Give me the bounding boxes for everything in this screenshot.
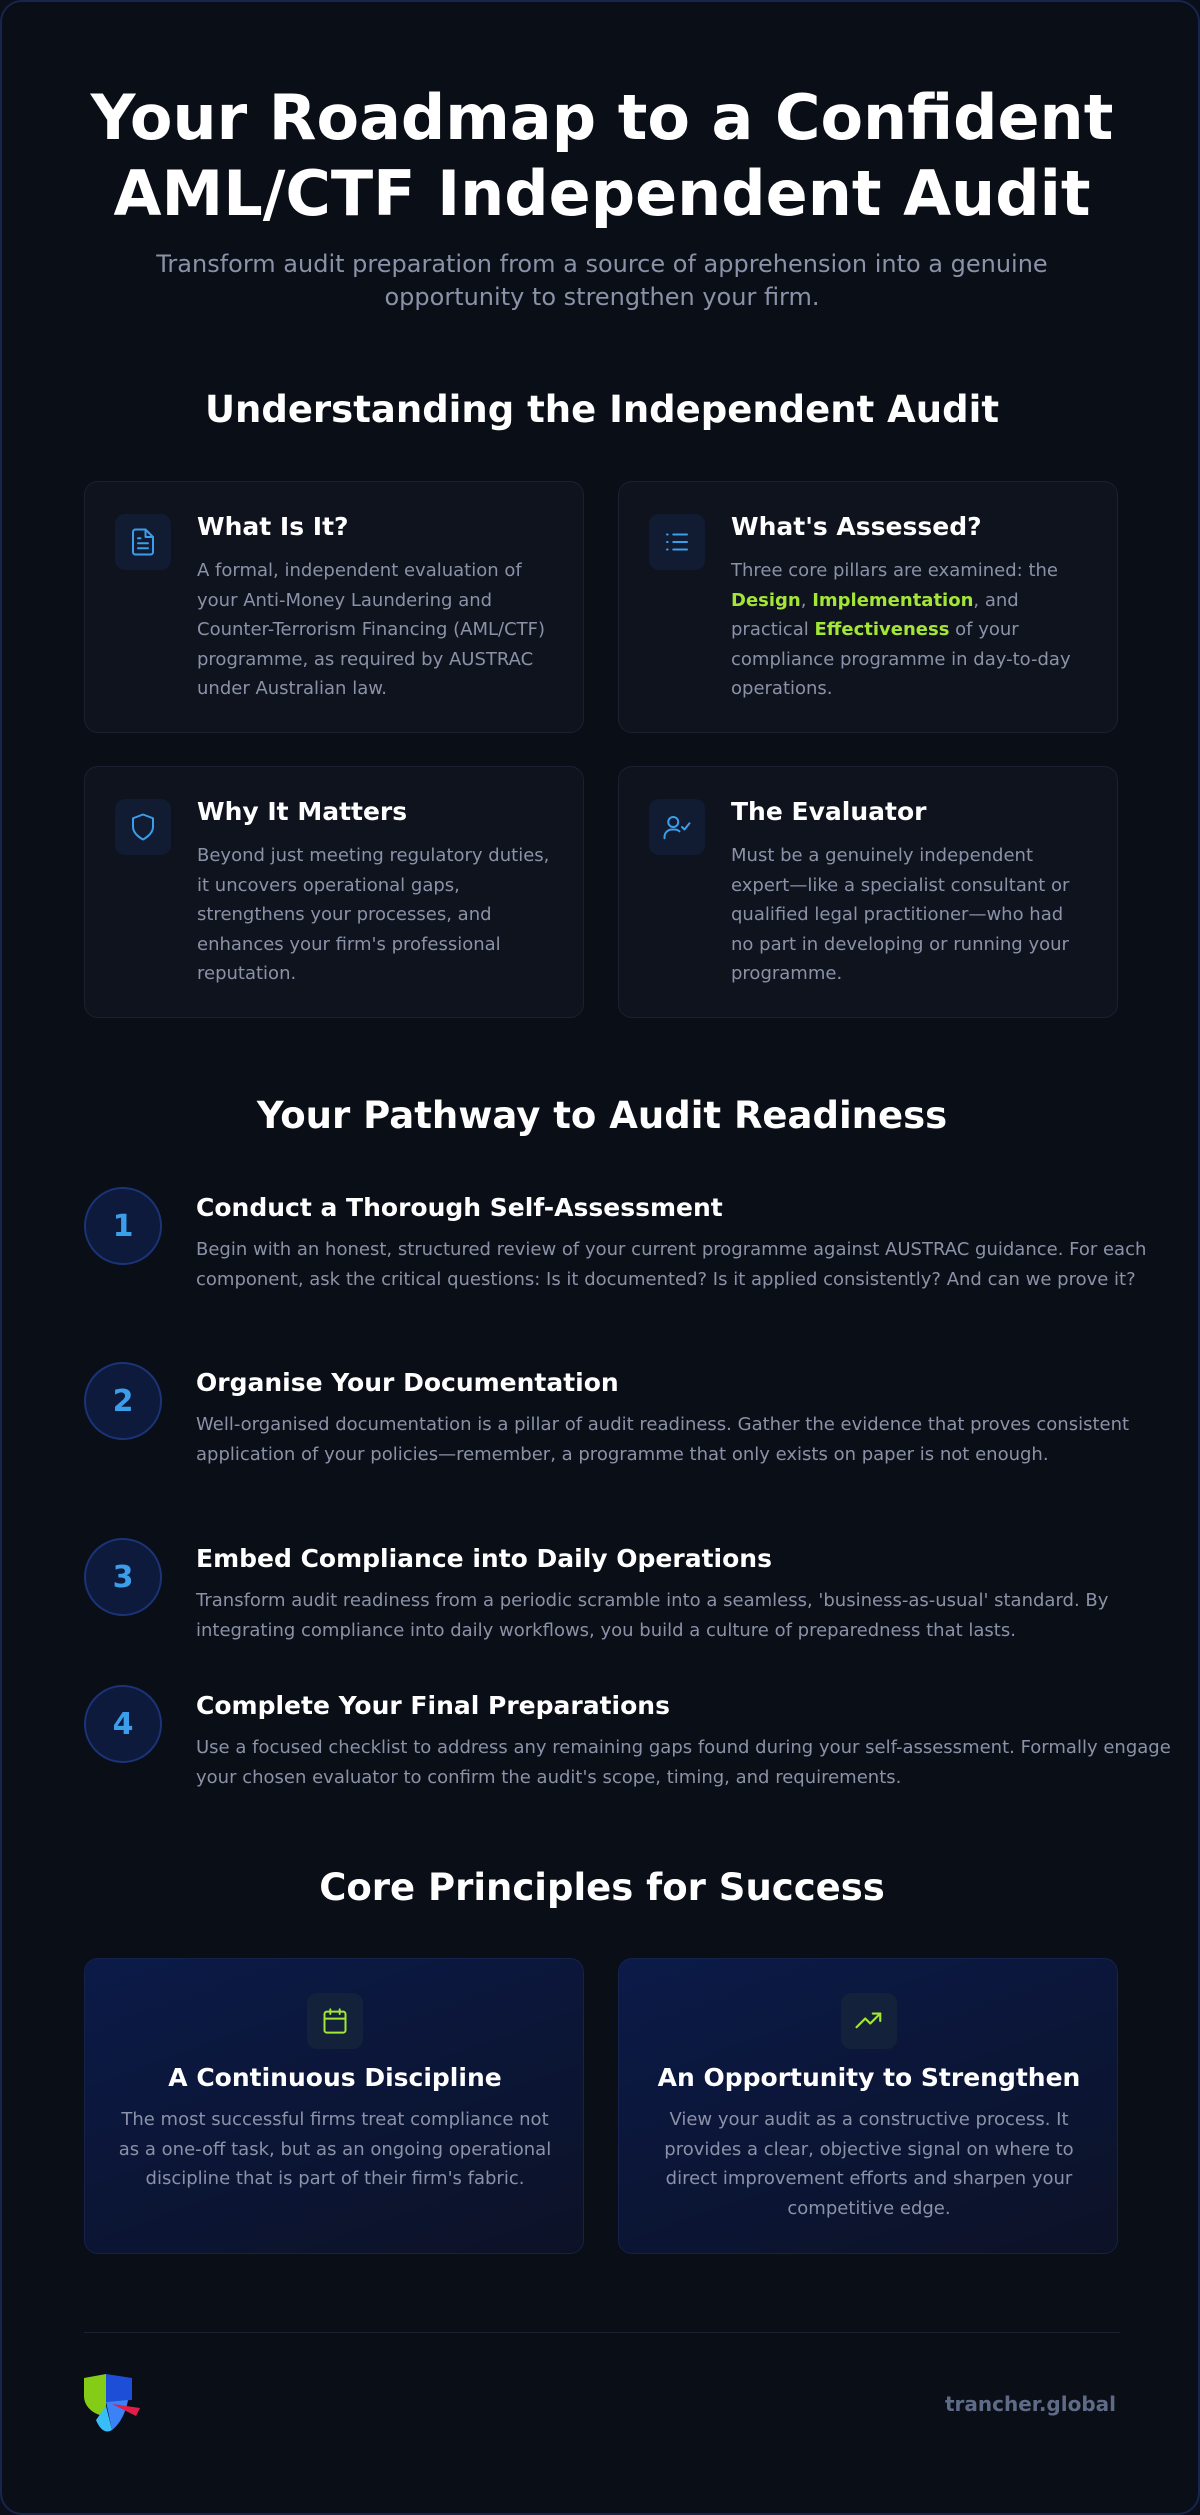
step-title: Organise Your Documentation xyxy=(196,1368,619,1397)
highlight-effectiveness: Effectiveness xyxy=(814,619,950,640)
card-text: Beyond just meeting regulatory duties, it uncovers operational gaps, strengthens your processes, and enhances your firm's professional reputation. xyxy=(197,845,550,984)
card-text: A formal, independent evaluation of your Anti-Money Laundering and Counter-Terrorism Financing (AML/CTF) programme, as required by AUSTRAC under Australian law. xyxy=(197,560,546,699)
step-title: Complete Your Final Preparations xyxy=(196,1691,670,1720)
understanding-heading: Understanding the Independent Audit xyxy=(204,388,1000,431)
document-icon xyxy=(115,514,171,570)
footer-divider xyxy=(84,2332,1120,2333)
trending-up-icon xyxy=(841,1993,897,2049)
card-title: What Is It? xyxy=(197,512,349,541)
card-title: The Evaluator xyxy=(731,797,927,826)
principle-card-continuous-discipline xyxy=(84,1958,584,2254)
principles-heading: Core Principles for Success xyxy=(319,1866,885,1909)
brand-logo[interactable] xyxy=(82,2372,144,2436)
card-whats-assessed xyxy=(618,481,1118,733)
card-why-it-matters xyxy=(84,766,584,1018)
card-text-part: of your compliance programme in day-to-day operations. xyxy=(731,619,1071,699)
calendar-icon xyxy=(307,1993,363,2049)
principle-title: An Opportunity to Strengthen xyxy=(657,2063,1081,2092)
step-title: Conduct a Thorough Self-Assessment xyxy=(196,1193,723,1222)
page-title-line1: Your Roadmap to a Confident xyxy=(90,81,1114,154)
step-title: Embed Compliance into Daily Operations xyxy=(196,1544,772,1573)
footer-brand-link[interactable]: trancher.global xyxy=(944,2392,1116,2416)
step-number-badge: 4 xyxy=(84,1685,162,1763)
step-text: Well-organised documentation is a pillar of audit readiness. Gather the evidence that proves consistent application of your policies—remember, a programme that only exists on paper is not enough. xyxy=(196,1414,1130,1465)
principle-title: A Continuous Discipline xyxy=(168,2063,502,2092)
pathway-heading: Your Pathway to Audit Readiness xyxy=(256,1094,948,1137)
card-title: Why It Matters xyxy=(197,797,408,826)
card-text-separator: , xyxy=(800,589,807,611)
list-icon xyxy=(649,514,705,570)
step-number-badge: 2 xyxy=(84,1362,162,1440)
card-the-evaluator xyxy=(618,766,1118,1018)
card-text-part: , and practical xyxy=(731,589,1019,640)
page-title-line2: AML/CTF Independent Audit xyxy=(113,157,1091,230)
step-number-badge: 1 xyxy=(84,1187,162,1265)
card-title: What's Assessed? xyxy=(731,512,982,541)
principle-card-opportunity xyxy=(618,1958,1118,2254)
user-check-icon xyxy=(649,799,705,855)
highlight-implementation: Implementation xyxy=(812,589,974,611)
card-text: Must be a genuinely independent expert—like a specialist consultant or qualified legal practitioner—who had no part in developing or running your programme. xyxy=(731,845,1070,984)
card-text-part: Three core pillars are examined: the xyxy=(731,560,1058,581)
page-title xyxy=(2,80,1200,232)
step-number-badge: 3 xyxy=(84,1538,162,1616)
highlight-design: Design xyxy=(731,589,801,611)
principle-text: View your audit as a constructive process. It provides a clear, objective signal on where to direct improvement efforts and sharpen your competitive edge. xyxy=(664,2109,1074,2219)
step-text: Use a focused checklist to address any remaining gaps found during your self-assessment. Formally engage your chosen evaluator to confirm the audit's scope, timing, and requirements. xyxy=(196,1737,1171,1788)
card-text xyxy=(731,556,1091,704)
step-text: Transform audit readiness from a periodic scramble into a seamless, 'business-as-usual' standard. By integrating compliance into daily workflows, you build a culture of preparedness that lasts. xyxy=(196,1590,1109,1641)
shield-icon xyxy=(115,799,171,855)
page-subtitle: Transform audit preparation from a source of apprehension into a genuine opportunity to strengthen your firm. xyxy=(156,250,1048,311)
card-what-is-it xyxy=(84,481,584,733)
principle-text: The most successful firms treat compliance not as a one-off task, but as an ongoing operational discipline that is part of their firm's fabric. xyxy=(118,2109,552,2189)
step-text: Begin with an honest, structured review of your current programme against AUSTRAC guidance. For each component, ask the critical questions: Is it documented? Is it applied consistently? And can we prove it? xyxy=(196,1239,1147,1290)
